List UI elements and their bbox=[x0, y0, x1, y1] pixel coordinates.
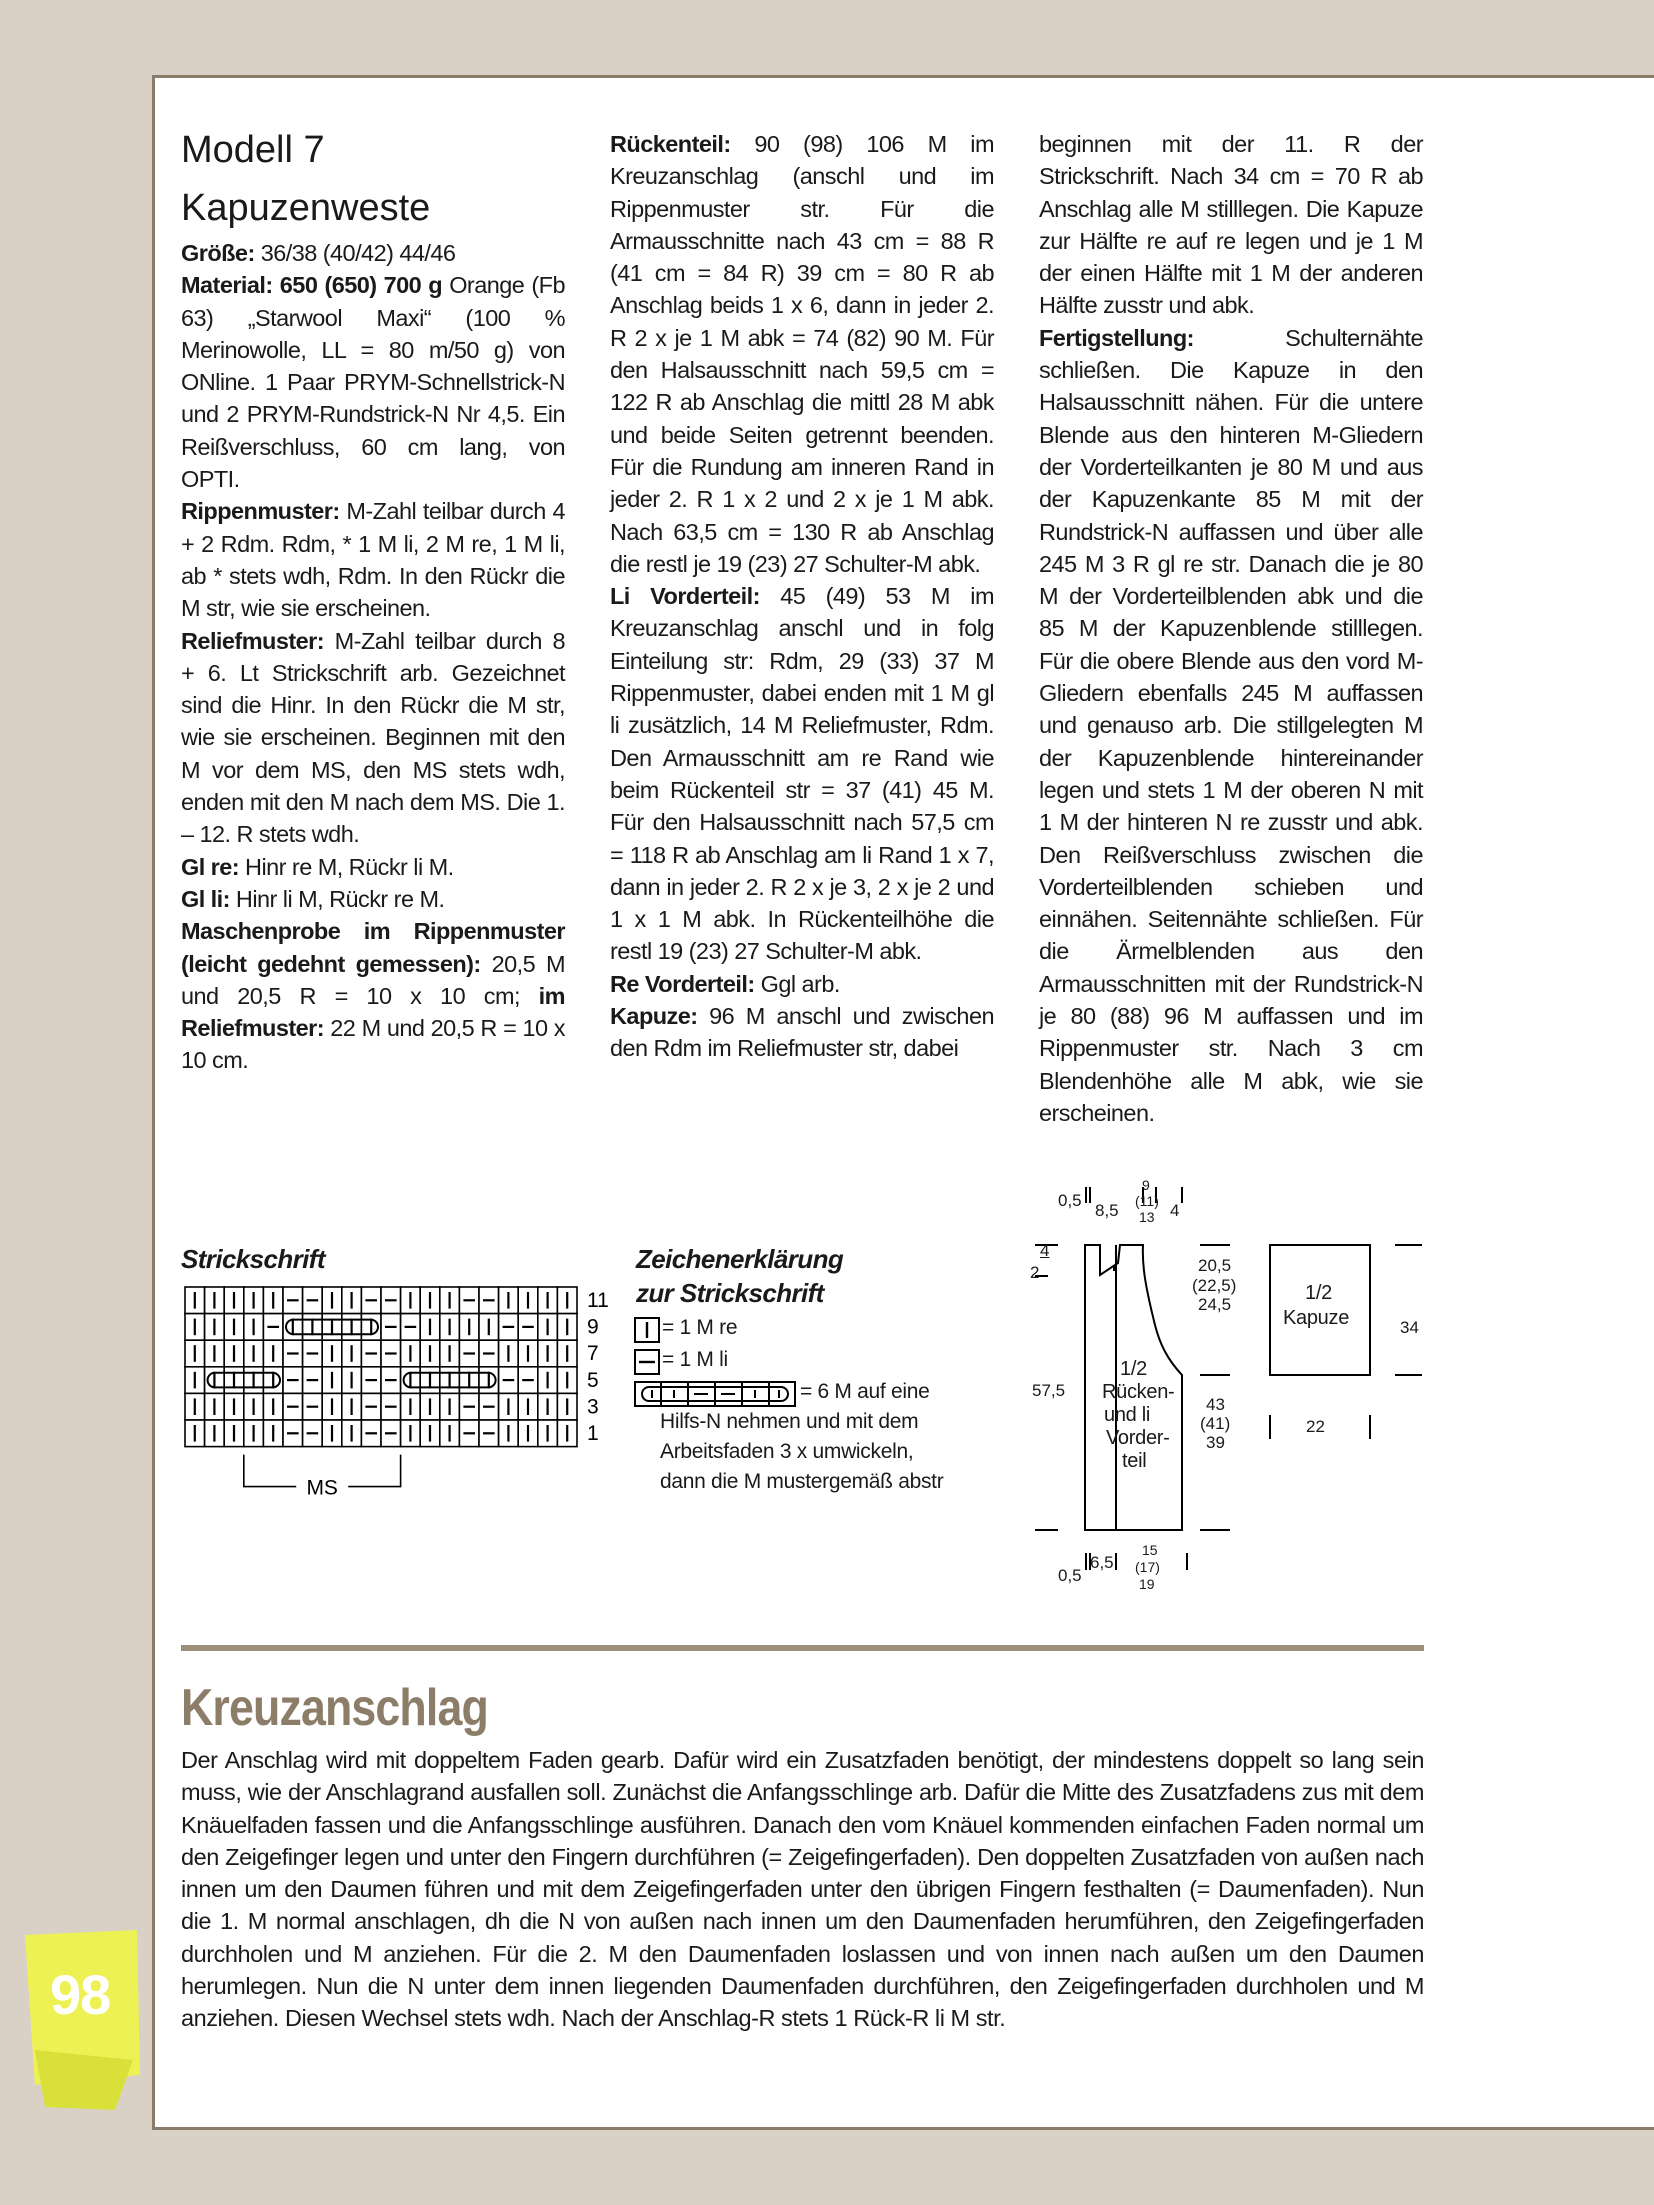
legend-item-re: = 1 M re bbox=[662, 1316, 738, 1339]
dim-right-245: 24,5 bbox=[1198, 1295, 1232, 1314]
hood-dim-22: 22 bbox=[1306, 1417, 1325, 1436]
dim-top-85: 8,5 bbox=[1095, 1201, 1119, 1220]
glli-para: Gl li: Hinr li M, Rückr re M. bbox=[181, 885, 445, 912]
kapuze-para: Kapuze: 96 M anschl und zwischen den Rdm im Reliefmuster str, dabei bbox=[610, 1003, 994, 1062]
chart-row-number: 9 bbox=[587, 1315, 599, 1339]
column-2 bbox=[610, 128, 994, 1065]
legend-heading: Zeichenerklärung zur Strickschrift bbox=[636, 1244, 844, 1308]
ruecken-para: Rückenteil: 90 (98) 106 M im Kreuzanschlag (anschl und im Rippenmuster str. Für die Armausschnitte nach 43 cm = 88 R (41 cm = 84 R) 39 cm = 80 R ab Anschlag beids 1 x 6, dann in jeder 2. R 2 x je 1 M abk = 74 (82) 90 M. Für den Halsausschnitt nach 59,5 cm = 122 R ab Anschlag die mittl 28 M abk und beide Seiten getrennt beenden. Für die Rundung am inneren Rand in jeder 2. R 1 x 2 und 2 x je 1 M abk. Nach 63,5 cm = 130 R ab Anschlag die restl je 19 (23) 27 Schulter-M abk. bbox=[610, 131, 994, 577]
schematic-label-und: und li bbox=[1104, 1404, 1151, 1426]
dim-left-575: 57,5 bbox=[1032, 1381, 1066, 1400]
dim-bottom-15: 15 bbox=[1142, 1542, 1158, 1558]
schematic-label-vorder: Vorder- bbox=[1106, 1427, 1170, 1449]
chart-row-number: 1 bbox=[587, 1422, 599, 1445]
strickschrift-chart bbox=[183, 1285, 609, 1505]
dim-left-2: 2 bbox=[1030, 1263, 1040, 1282]
dim-right-225: (22,5) bbox=[1192, 1276, 1237, 1295]
maschenprobe-para: Maschenprobe im Rippenmuster (leicht gedehnt gemessen): 20,5 M und 20,5 R = 10 x 10 cm; im Reliefmuster: 22 M und 20,5 R = 10 x 10 cm. bbox=[181, 918, 565, 1074]
chart-row-number: 7 bbox=[587, 1342, 599, 1366]
dim-right-205: 20,5 bbox=[1198, 1256, 1232, 1275]
legend-item-li: = 1 M li bbox=[662, 1348, 728, 1371]
schematic-label-teil: teil bbox=[1122, 1450, 1147, 1472]
revorder-para: Re Vorderteil: Ggl arb. bbox=[610, 970, 840, 997]
section-divider bbox=[181, 1645, 1424, 1651]
dim-right-39: 39 bbox=[1206, 1433, 1225, 1452]
dim-bottom-17: (17) bbox=[1135, 1559, 1160, 1575]
legend-item-cable: = 6 M auf eine bbox=[800, 1380, 930, 1403]
garment-schematic bbox=[1030, 1175, 1430, 1605]
legend-item-cable-line4: dann die M mustergemäß abstr bbox=[660, 1470, 944, 1493]
dim-right-41: (41) bbox=[1200, 1414, 1231, 1433]
dim-bottom-65: 6,5 bbox=[1090, 1553, 1114, 1572]
page-number: 98 bbox=[50, 1963, 111, 2026]
schematic-label-ruecken: Rücken- bbox=[1102, 1381, 1175, 1403]
material-para: Material: 650 (650) 700 g Orange (Fb 63) „Starwool Maxi“ (100 % Merinowolle, LL = 80 m/50 g) von ONline. 1 Paar PRYM-Schnellstrick-N und 2 PRYM-Rundstrick-N Nr 4,5. Ein Reißverschluss, 60 cm lang, von OPTI. bbox=[181, 272, 565, 493]
chart-ms-label: MS bbox=[306, 1476, 338, 1500]
kreuzanschlag-text: Der Anschlag wird mit doppeltem Faden gearb. Dafür wird ein Zusatzfaden benötigt, der mindestens doppelt so lang sein muss, wie der Anschlagrand ausfallen soll. Zunächst die Anfangsschlinge arb. Dafür die Mitte des Zusatzfadens zus mit dem Knäuelfaden fassen und die Anfangsschlinge ausführen. Danach den vom Knäuel kommenden einfachen Faden normal um den Zeigefinger legen und unter den Fingern durchführen (= Zeigefingerfaden). Den doppelten Zusatzfaden von außen nach innen um den Daumen führen und mit dem Zeigefingerfaden unter den übrigen Fingern festhalten (= Daumenfaden). Nun die 1. M normal anschlagen, dh die N von außen nach innen um den Daumenfaden herumführen, den Zeigefingerfaden durchholen und M anziehen. Für die 2. M den Daumenfaden loslassen und von innen nach außen um den Daumen herumlegen. Nun die N unter dem innen liegenden Daumenfaden durchführen, den Zeigefingerfaden durchholen und M anziehen. Diesen Wechsel stets wdh. Nach der Anschlag-R stets 1 Rück-R li M str. bbox=[181, 1747, 1424, 2032]
model-number: Modell 7 bbox=[181, 129, 325, 171]
kreuzanschlag-body bbox=[181, 1744, 1424, 2035]
chart-row-number: 5 bbox=[587, 1368, 599, 1392]
dim-left-4: 4 bbox=[1040, 1241, 1050, 1260]
model-title bbox=[181, 121, 565, 237]
fertig-para: Fertigstellung: Schulternähte schließen. Die Kapuze in den Halsausschnitt nähen. Für die untere Blende aus den hinteren M-Gliedern der Vorderteilkanten je 80 M und aus der Kapuzenkante 85 M mit der Rundstrick-N auffassen und über alle 245 M 3 R gl re str. Danach die je 80 M der Vorderteilblenden abk und die 85 M der Kapuzenblende stilllegen. Für die obere Blende aus den vord M-Gliedern ebenfalls 245 M auffassen und genauso arb. Die stillgelegten M der Kapuzenblende hintereinander legen und stets 1 M der oberen N mit 1 M der hinteren N re zusstr und abk. Den Reißverschluss zwischen die Vorderteilblenden schieben und einnähen. Seitennähte schließen. Für die Ärmelblenden aus den Armausschnitten mit der Rundstrick-N je 80 (88) 96 M auffassen und im Rippenmuster str. Nach 3 cm Blendenhöhe alle M abk, wie sie erscheinen. bbox=[1039, 324, 1423, 1126]
dim-top-13: 13 bbox=[1139, 1209, 1155, 1225]
hood-label: Kapuze bbox=[1283, 1307, 1350, 1329]
livorder-para: Li Vorderteil: 45 (49) 53 M im Kreuzanschlag anschl und in folg Einteilung str: Rdm, 29 (33) 37 M Rippenmuster, dabei enden mit 1 M gl li zusätzlich, 14 M Reliefmuster, Rdm. Den Armausschnitt am re Rand wie beim Rückenteil str = 37 (41) 45 M. Für den Halsausschnitt nach 57,5 cm = 118 R ab Anschlag am li Rand 1 x 7, dann in jeder 2. R 2 x je 3, 2 x je 2 und 1 x 1 M abk. In Rückenteilhöhe die restl 19 (23) 27 Schulter-M abk. bbox=[610, 583, 994, 965]
rippen-para: Rippenmuster: M-Zahl teilbar durch 4 + 2 Rdm. Rdm, * 1 M li, 2 M re, 1 M li, ab * stets wdh, Rdm. In den Rückr die M str, wie sie erscheinen. bbox=[181, 498, 565, 622]
hood-label-half: 1/2 bbox=[1305, 1282, 1332, 1304]
dim-top-05: 0,5 bbox=[1058, 1191, 1082, 1210]
dim-bottom-19: 19 bbox=[1139, 1576, 1155, 1592]
kapuze-cont-para: beginnen mit der 11. R der Strickschrift. Nach 34 cm = 70 R ab Anschlag alle M stilllegen. Die Kapuze zur Hälfte re auf re legen und je 1 M der einen Hälfte mit 1 M der anderen Hälfte zusstr und abk. bbox=[1039, 131, 1423, 319]
dim-top-11: (11) bbox=[1135, 1193, 1159, 1209]
strickschrift-heading: Strickschrift bbox=[181, 1244, 325, 1274]
chart-row-number: 3 bbox=[587, 1395, 599, 1419]
column-1 bbox=[181, 121, 565, 1077]
legend-purl-symbol-icon bbox=[634, 1349, 660, 1375]
hood-dim-34: 34 bbox=[1400, 1318, 1419, 1337]
glre-para: Gl re: Hinr re M, Rückr li M. bbox=[181, 853, 454, 880]
legend-item-cable-line3: Arbeitsfaden 3 x umwickeln, bbox=[660, 1440, 914, 1463]
groesse-para: Größe: 36/38 (40/42) 44/46 bbox=[181, 240, 456, 266]
legend-cable-symbol-icon bbox=[634, 1381, 796, 1407]
schematic-label-half: 1/2 bbox=[1120, 1358, 1147, 1380]
dim-top-9: 9 bbox=[1142, 1177, 1150, 1193]
dim-right-43: 43 bbox=[1206, 1395, 1225, 1414]
relief-para: Reliefmuster: M-Zahl teilbar durch 8 + 6. Lt Strickschrift arb. Gezeichnet sind die Hinr. In den Rückr die M str, wie sie erscheinen. Beginnen mit den M vor dem MS, den MS stets wdh, enden mit den M nach dem MS. Die 1. – 12. R stets wdh. bbox=[181, 627, 565, 848]
dim-top-4: 4 bbox=[1170, 1201, 1180, 1220]
model-name: Kapuzenweste bbox=[181, 187, 431, 229]
kreuzanschlag-title: Kreuzanschlag bbox=[181, 1679, 488, 1737]
chart-row-number: 11 bbox=[587, 1289, 609, 1312]
dim-bottom-05: 0,5 bbox=[1058, 1566, 1082, 1585]
legend-item-cable-line2: Hilfs-N nehmen und mit dem bbox=[660, 1410, 919, 1433]
column-3 bbox=[1039, 128, 1423, 1129]
legend-knit-symbol-icon bbox=[634, 1317, 660, 1343]
